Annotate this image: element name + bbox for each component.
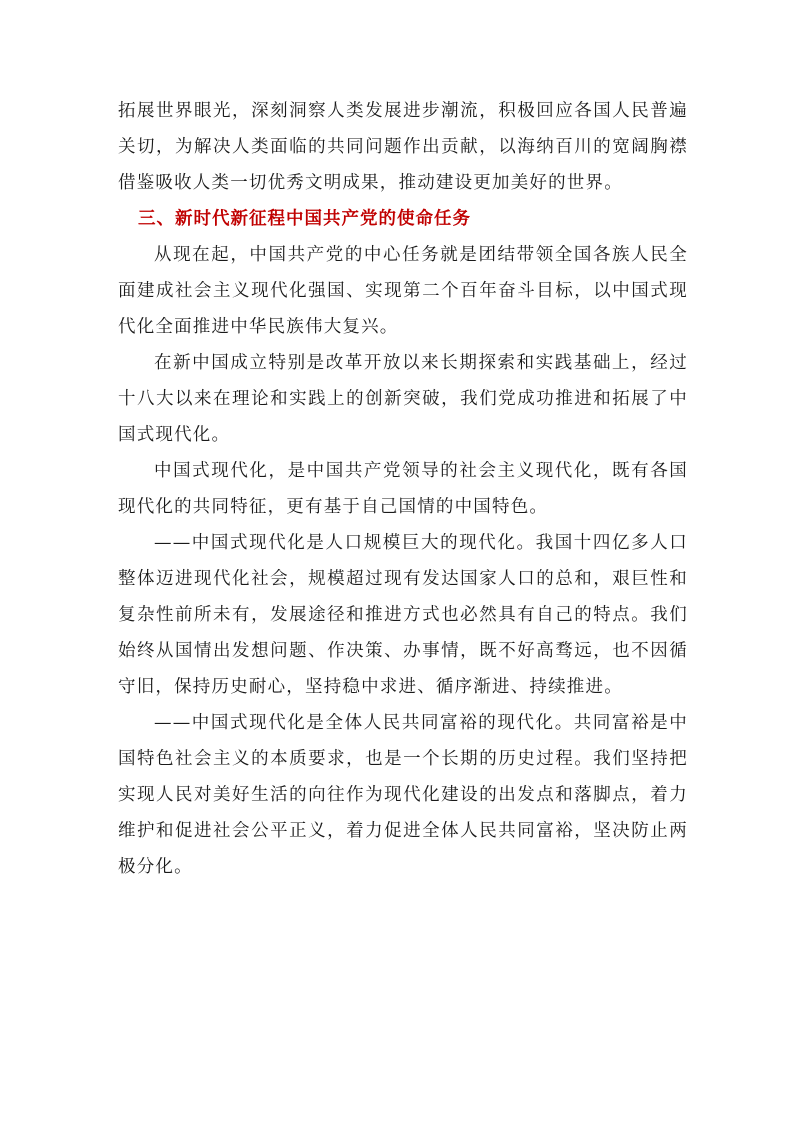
paragraph-modernization-definition: 中国式现代化，是中国共产党领导的社会主义现代化，既有各国现代化的共同特征，更有基于自己国情的中国特色。 bbox=[118, 461, 688, 517]
section-heading-mission: 三、新时代新征程中国共产党的使命任务 bbox=[138, 209, 471, 229]
paragraph-common-prosperity: ——中国式现代化是全体人民共同富裕的现代化。共同富裕是中国特色社会主义的本质要求，也是一个长期的历史过程。我们坚持把实现人民对美好生活的向往作为现代化建设的出发点和落脚点，着力维护和促进社会公平正义，着力促进全体人民共同富裕，坚决防止两极分化。 bbox=[118, 713, 688, 877]
paragraph-large-population: ——中国式现代化是人口规模巨大的现代化。我国十四亿多人口整体迈进现代化社会，规模超过现有发达国家人口的总和，艰巨性和复杂性前所未有，发展途径和推进方式也必然具有自己的特点。我们始终从国情出发想问题、作决策、办事情，既不好高骛远，也不因循守旧，保持历史耐心，坚持稳中求进、循序渐进、持续推进。 bbox=[118, 533, 688, 697]
document-body bbox=[118, 93, 688, 885]
paragraph-world-vision: 拓展世界眼光，深刻洞察人类发展进步潮流，积极回应各国人民普遍关切，为解决人类面临的共同问题作出贡献，以海纳百川的宽阔胸襟借鉴吸收人类一切优秀文明成果，推动建设更加美好的世界。 bbox=[118, 101, 688, 193]
paragraph-modernization-expanded: 在新中国成立特别是改革开放以来长期探索和实践基础上，经过十八大以来在理论和实践上的创新突破，我们党成功推进和拓展了中国式现代化。 bbox=[118, 353, 688, 445]
paragraph-central-task: 从现在起，中国共产党的中心任务就是团结带领全国各族人民全面建成社会主义现代化强国、实现第二个百年奋斗目标，以中国式现代化全面推进中华民族伟大复兴。 bbox=[118, 245, 688, 337]
